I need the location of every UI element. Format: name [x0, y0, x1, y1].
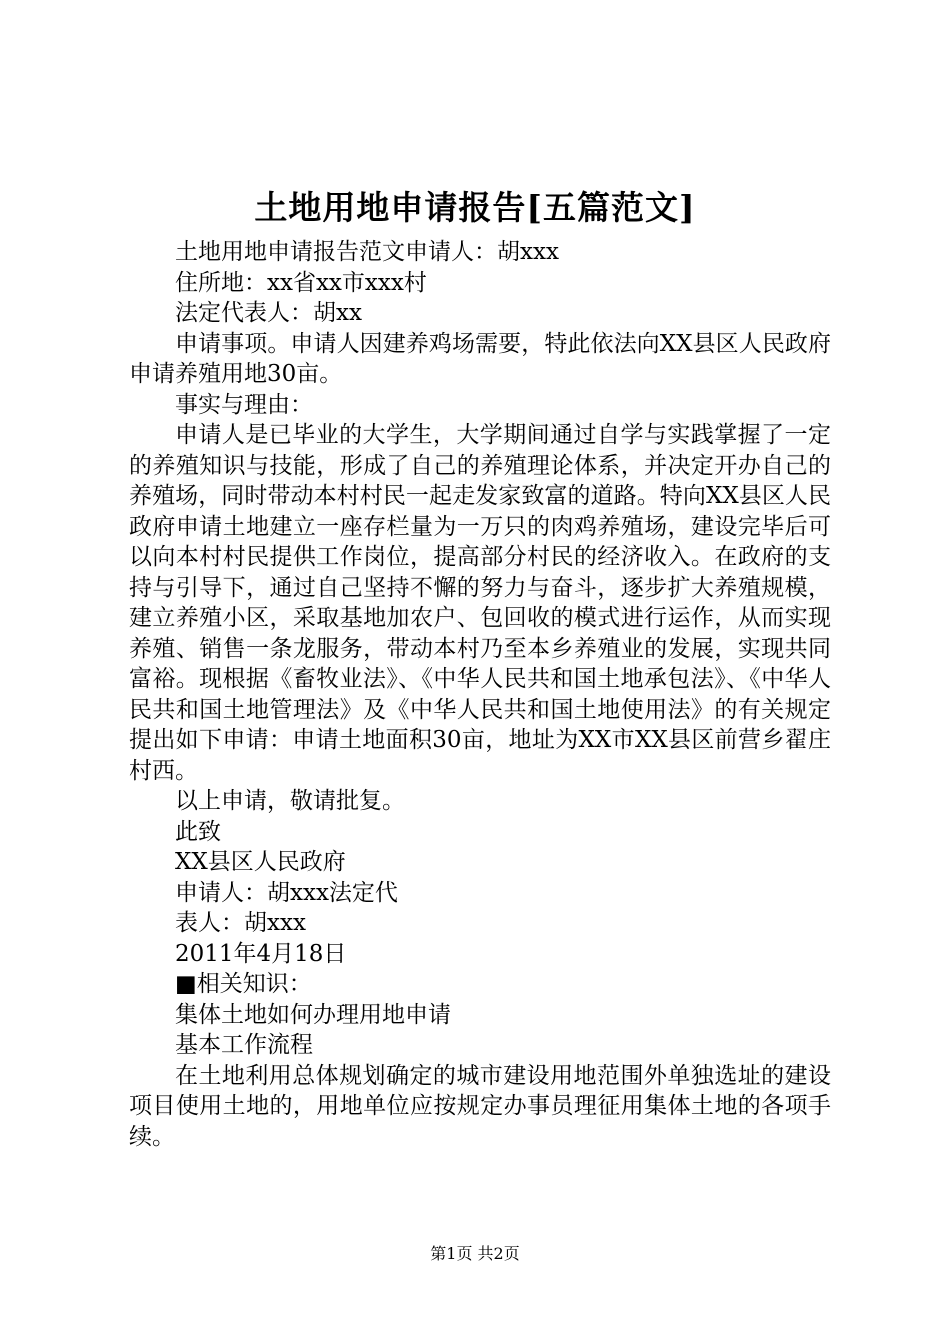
paragraph-subheading-1: 集体土地如何办理用地申请: [175, 1001, 451, 1028]
paragraph-applicant: 土地用地申请报告范文申请人：胡xxx: [175, 239, 559, 265]
paragraph-subheading-2: 基本工作流程: [175, 1032, 313, 1058]
paragraph-salutation: 此致: [175, 818, 221, 845]
paragraph-approval-request: 以上申请，敬请批复。: [175, 788, 405, 814]
paragraph-address: 住所地：xx省xx市xxx村: [175, 269, 427, 296]
paragraph-signature-2: 表人：胡xxx: [175, 910, 306, 936]
page-footer: 第1页 共2页: [430, 1244, 520, 1263]
paragraph-related-knowledge: ■相关知识：: [175, 971, 312, 997]
paragraph-request-item: 申请事项。申请人因建养鸡场需要，特此依法向XX县区人民政府申请养殖用地30亩。: [129, 330, 831, 387]
document-body: [129, 237, 831, 1152]
paragraph-signature-1: 申请人：胡xxx法定代: [175, 879, 398, 906]
document-title: 土地用地申请报告[五篇范文]: [254, 188, 696, 227]
paragraph-recipient: XX县区人民政府: [175, 849, 346, 875]
paragraph-date: 2011年4月18日: [175, 940, 347, 967]
paragraph-facts-heading: 事实与理由：: [175, 391, 313, 418]
paragraph-legal-rep: 法定代表人：胡xx: [175, 300, 362, 326]
paragraph-procedure-body: 在土地利用总体规划确定的城市建设用地范围外单独选址的建设项目使用土地的，用地单位应按规定办事员理征用集体土地的各项手续。: [129, 1062, 831, 1150]
paragraph-facts-body: 申请人是已毕业的大学生，大学期间通过自学与实践掌握了一定的养殖知识与技能，形成了自己的养殖理论体系，并决定开办自己的养殖场，同时带动本村村民一起走发家致富的道路。特向XX县区人民政府申请土地建立一座存栏量为一万只的肉鸡养殖场，建设完毕后可以向本村村民提供工作岗位，提高部分村民的经济收入。在政府的支持与引导下，通过自己坚持不懈的努力与奋斗，逐步扩大养殖规模，建立养殖小区，采取基地加农户、包回收的模式进行运作，从而实现养殖、销售一条龙服务，带动本村乃至本乡养殖业的发展，实现共同富裕。现根据《畜牧业法》、《中华人民共和国土地承包法》、《中华人民共和国土地管理法》及《中华人民共和国土地使用法》的有关规定提出如下申请：申请土地面积30亩，地址为XX市XX县区前营乡翟庄村西。: [129, 422, 831, 784]
